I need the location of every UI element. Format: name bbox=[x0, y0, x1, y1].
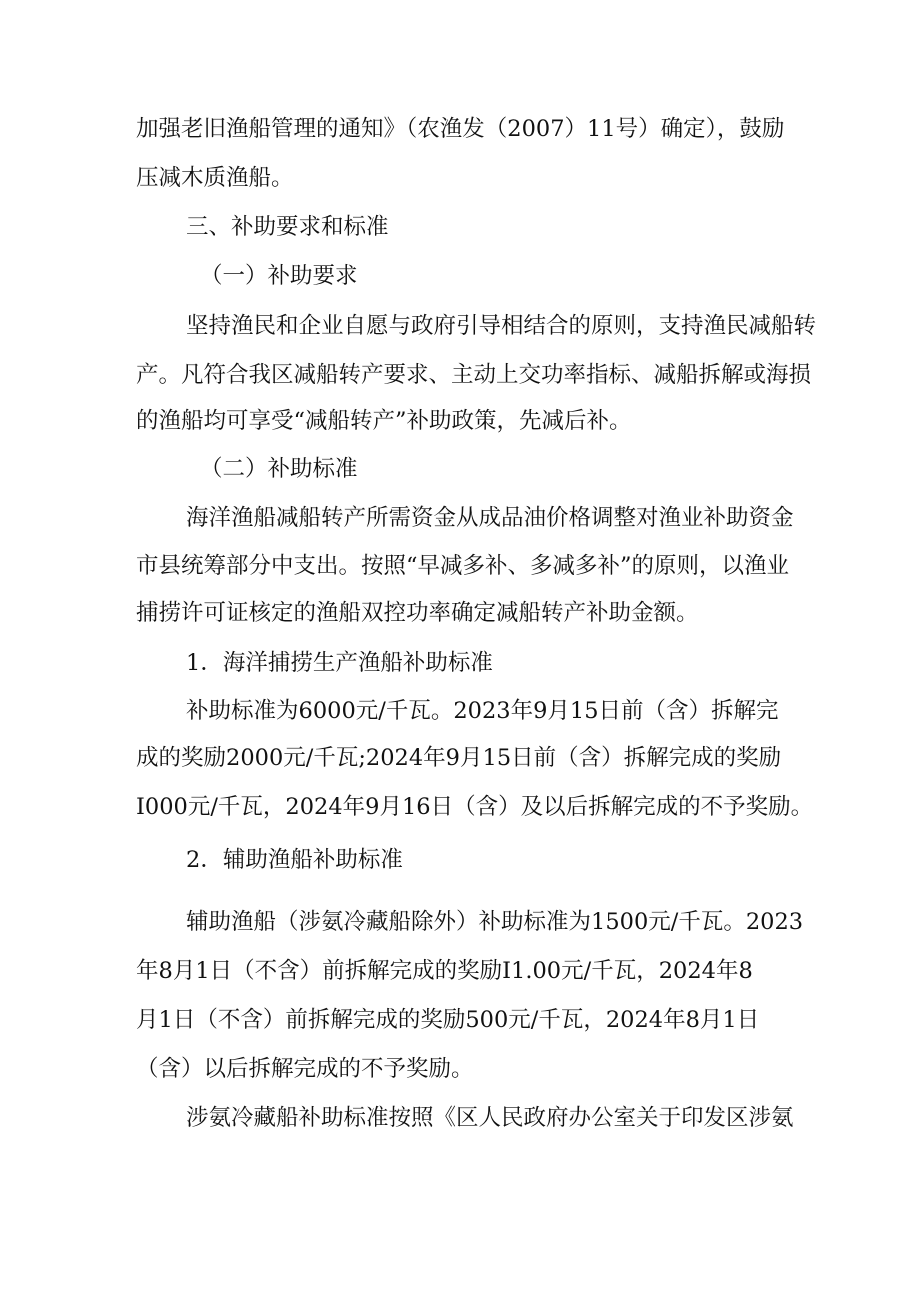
text-line: 月1日（不含）前拆解完成的奖励500元/千瓦，2024年8月1日 bbox=[136, 1007, 760, 1033]
text-line: 补助标准为6000元/千瓦。2023年9月15日前（含）拆解完 bbox=[186, 698, 779, 724]
text-line: （含）以后拆解完成的不予奖励。 bbox=[136, 1056, 474, 1082]
text-line: 压减木质渔船。 bbox=[136, 165, 294, 191]
text-line: 加强老旧渔船管理的通知》（农渔发（2007）11号）确定），鼓励 bbox=[136, 116, 785, 142]
text-line: 捕捞许可证核定的渔船双控功率确定减船转产补助金额。 bbox=[136, 600, 699, 626]
subsection-heading-standards: （二）补助标准 bbox=[200, 456, 358, 482]
text-line: 产。凡符合我区减船转产要求、主动上交功率指标、减船拆解或海损 bbox=[136, 362, 812, 388]
text-line: 市县统筹部分中支出。按照“早减多补、多减多补”的原则，以渔业 bbox=[136, 553, 790, 579]
item-heading-auxiliary: 2．辅助渔船补助标准 bbox=[186, 847, 403, 873]
text-line: 成的奖励2000元/千瓦;2024年9月15日前（含）拆解完成的奖励 bbox=[136, 745, 782, 771]
item-heading-marine-fishing: 1．海洋捕捞生产渔船补助标准 bbox=[186, 650, 493, 676]
paragraph-ammonia-standard: 涉氨冷藏船补助标准按照《区人民政府办公室关于印发区涉氨 bbox=[186, 1105, 794, 1131]
text-line: 海洋渔船减船转产所需资金从成品油价格调整对渔业补助资金 bbox=[186, 505, 794, 531]
text-line: I000元/千瓦，2024年9月16日（含）及以后拆解完成的不予奖励。 bbox=[136, 794, 814, 820]
subsection-heading-requirements: （一）补助要求 bbox=[200, 263, 358, 289]
text-line: 坚持渔民和企业自愿与政府引导相结合的原则，支持渔民减船转 bbox=[186, 313, 817, 339]
section-heading-3: 三、补助要求和标准 bbox=[186, 214, 389, 240]
text-line: 年8月1日（不含）前拆解完成的奖励I1.00元/千瓦，2024年8 bbox=[136, 958, 753, 984]
text-line: 辅助渔船（涉氨冷藏船除外）补助标准为1500元/千瓦。2023 bbox=[186, 909, 804, 935]
text-line: 的渔船均可享受“减船转产”补助政策，先减后补。 bbox=[136, 408, 632, 434]
